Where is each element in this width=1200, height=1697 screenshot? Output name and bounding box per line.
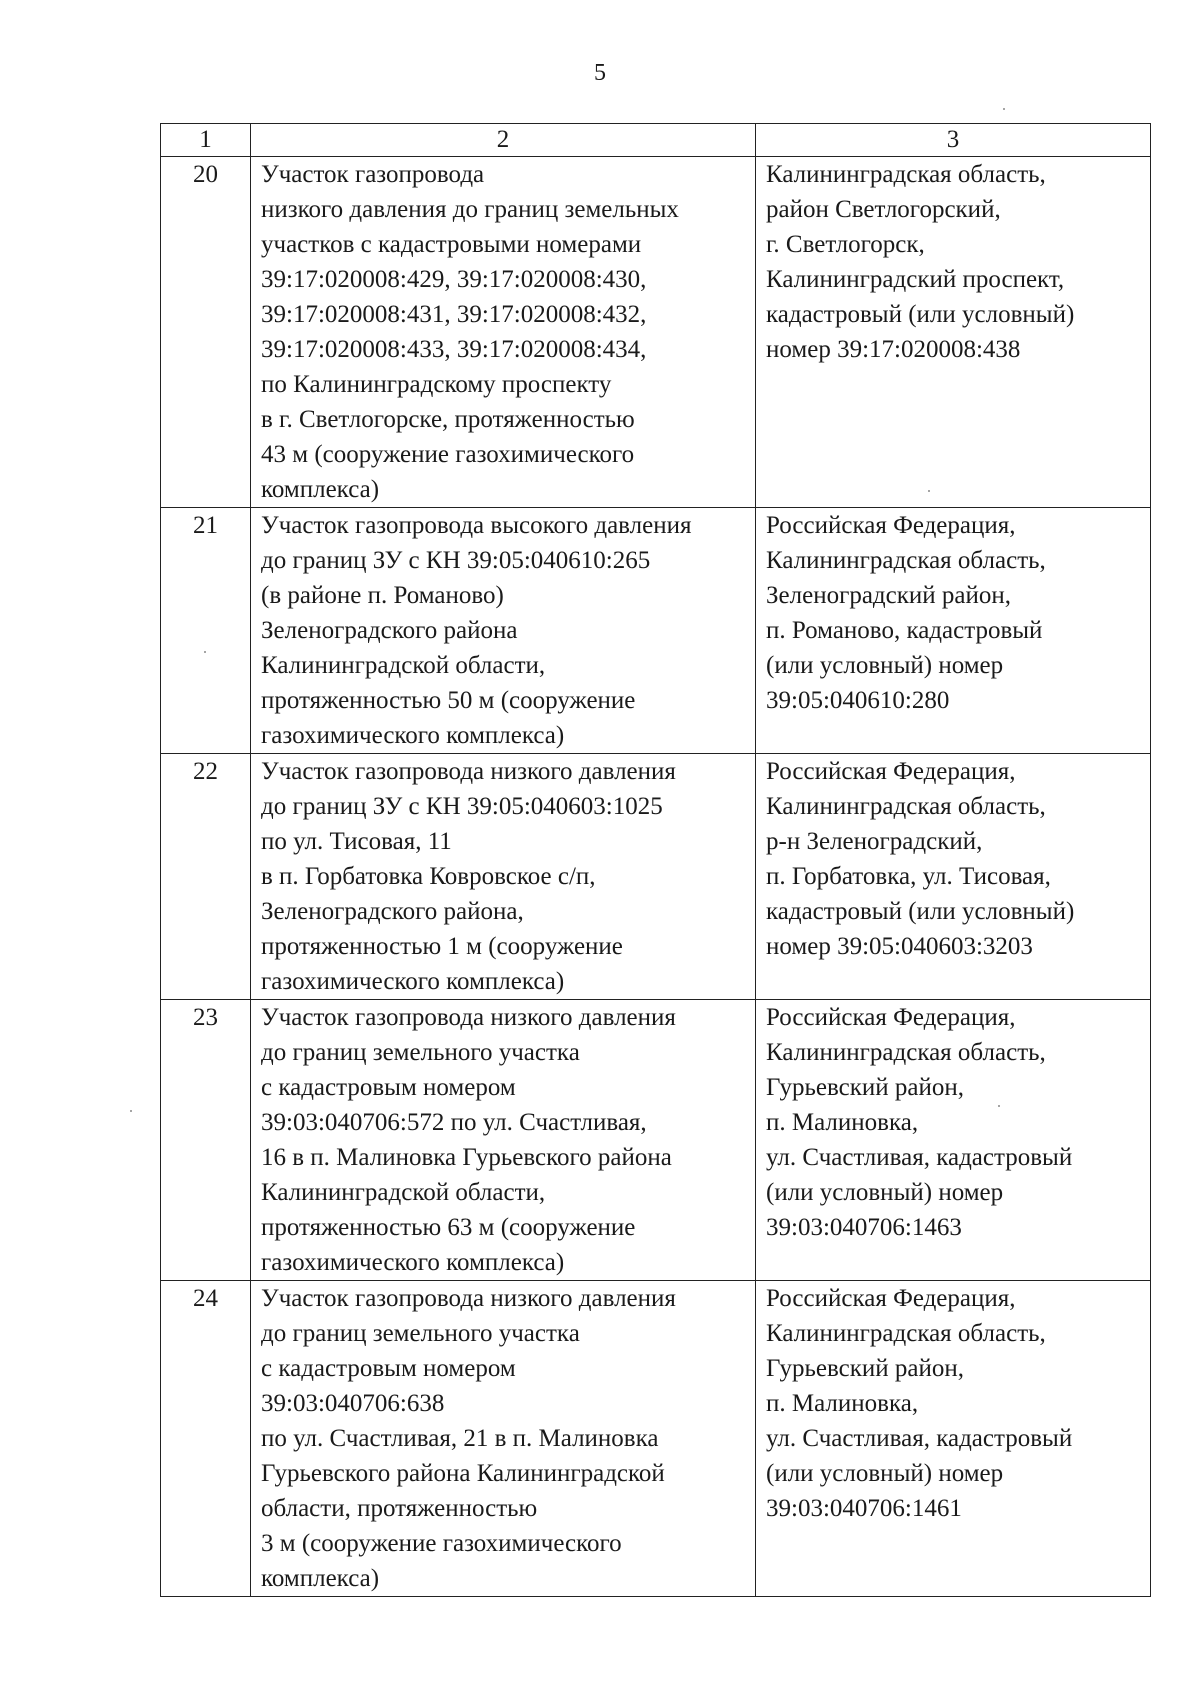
address-line: Российская Федерация, bbox=[766, 1004, 1016, 1031]
address-line: (или условный) номер bbox=[766, 1179, 1004, 1206]
address-line: ул. Счастливая, кадастровый bbox=[766, 1144, 1073, 1171]
description-line: газохимического комплекса) bbox=[261, 968, 565, 995]
description-line: Участок газопровода высокого давления bbox=[261, 512, 692, 539]
description-line: 39:03:040706:638 bbox=[261, 1390, 445, 1417]
description-line: протяженностью 1 м (сооружение bbox=[261, 933, 623, 960]
address-line: (или условный) номер bbox=[766, 652, 1004, 679]
description-line: участков с кадастровыми номерами bbox=[261, 231, 642, 258]
address-line: п. Горбатовка, ул. Тисовая, bbox=[766, 863, 1051, 890]
description-line: Гурьевского района Калининградской bbox=[261, 1460, 665, 1487]
table-body bbox=[161, 157, 1151, 1597]
description-line: по Калининградскому проспекту bbox=[261, 371, 612, 398]
description-line: (в районе п. Романово) bbox=[261, 582, 504, 609]
description-line: с кадастровым номером bbox=[261, 1355, 516, 1382]
description-line: газохимического комплекса) bbox=[261, 722, 565, 749]
description-line: 39:17:020008:431, 39:17:020008:432, bbox=[261, 301, 647, 328]
object-description-cell bbox=[251, 1000, 756, 1281]
address-line: Зеленоградский район, bbox=[766, 582, 1011, 609]
description-line: в г. Светлогорске, протяженностью bbox=[261, 406, 635, 433]
description-line: Участок газопровода низкого давления bbox=[261, 1285, 676, 1312]
address-line: п. Малиновка, bbox=[766, 1390, 919, 1417]
row-number: 22 bbox=[161, 754, 251, 1000]
address-line: п. Малиновка, bbox=[766, 1109, 919, 1136]
description-line: области, протяженностью bbox=[261, 1495, 538, 1522]
address-line: (или условный) номер bbox=[766, 1460, 1004, 1487]
address-line: 39:03:040706:1463 bbox=[766, 1214, 962, 1241]
description-line: Зеленоградского района bbox=[261, 617, 518, 644]
description-line: Участок газопровода bbox=[261, 161, 485, 188]
scan-speck bbox=[998, 1105, 1000, 1107]
address-line: номер 39:17:020008:438 bbox=[766, 336, 1021, 363]
description-line: 3 м (сооружение газохимического bbox=[261, 1530, 622, 1557]
description-line: комплекса) bbox=[261, 476, 380, 503]
address-line: Калининградская область, bbox=[766, 1320, 1046, 1347]
address-line: кадастровый (или условный) bbox=[766, 301, 1075, 328]
scan-speck bbox=[204, 651, 206, 653]
object-description-cell bbox=[251, 508, 756, 754]
object-description-cell bbox=[251, 157, 756, 508]
address-line: кадастровый (или условный) bbox=[766, 898, 1075, 925]
address-line: номер 39:05:040603:3203 bbox=[766, 933, 1033, 960]
table-row bbox=[161, 1281, 1151, 1597]
description-line: Участок газопровода низкого давления bbox=[261, 758, 676, 785]
address-cell bbox=[756, 508, 1151, 754]
scan-speck bbox=[1003, 108, 1005, 110]
address-line: Калининградский проспект, bbox=[766, 266, 1065, 293]
description-line: по ул. Тисовая, 11 bbox=[261, 828, 452, 855]
header-col-2: 2 bbox=[251, 124, 756, 157]
header-col-3: 3 bbox=[756, 124, 1151, 157]
address-line: Российская Федерация, bbox=[766, 512, 1016, 539]
address-line: Гурьевский район, bbox=[766, 1074, 965, 1101]
row-number: 21 bbox=[161, 508, 251, 754]
address-line: Калининградская область, bbox=[766, 547, 1046, 574]
description-line: с кадастровым номером bbox=[261, 1074, 516, 1101]
address-line: Калининградская область, bbox=[766, 161, 1046, 188]
address-line: Калининградская область, bbox=[766, 793, 1046, 820]
description-line: 39:03:040706:572 по ул. Счастливая, bbox=[261, 1109, 647, 1136]
description-line: Калининградской области, bbox=[261, 1179, 546, 1206]
description-line: по ул. Счастливая, 21 в п. Малиновка bbox=[261, 1425, 659, 1452]
table-row bbox=[161, 508, 1151, 754]
description-line: Калининградской области, bbox=[261, 652, 546, 679]
description-line: комплекса) bbox=[261, 1565, 380, 1592]
address-line: р-н Зеленоградский, bbox=[766, 828, 983, 855]
address-line: ул. Счастливая, кадастровый bbox=[766, 1425, 1073, 1452]
scan-speck bbox=[130, 1110, 132, 1112]
table-row bbox=[161, 1000, 1151, 1281]
description-line: газохимического комплекса) bbox=[261, 1249, 565, 1276]
address-line: Российская Федерация, bbox=[766, 758, 1016, 785]
address-line: Гурьевский район, bbox=[766, 1355, 965, 1382]
description-line: протяженностью 50 м (сооружение bbox=[261, 687, 636, 714]
description-line: до границ ЗУ с КН 39:05:040610:265 bbox=[261, 547, 651, 574]
address-cell bbox=[756, 157, 1151, 508]
description-line: 43 м (сооружение газохимического bbox=[261, 441, 635, 468]
description-line: до границ земельного участка bbox=[261, 1320, 580, 1347]
description-line: в п. Горбатовка Ковровское с/п, bbox=[261, 863, 596, 890]
header-row bbox=[161, 124, 1151, 157]
description-line: 39:17:020008:429, 39:17:020008:430, bbox=[261, 266, 647, 293]
address-line: г. Светлогорск, bbox=[766, 231, 925, 258]
address-line: Калининградская область, bbox=[766, 1039, 1046, 1066]
description-line: 39:17:020008:433, 39:17:020008:434, bbox=[261, 336, 647, 363]
address-line: 39:03:040706:1461 bbox=[766, 1495, 962, 1522]
description-line: Зеленоградского района, bbox=[261, 898, 524, 925]
address-line: 39:05:040610:280 bbox=[766, 687, 950, 714]
address-cell bbox=[756, 754, 1151, 1000]
address-line: п. Романово, кадастровый bbox=[766, 617, 1043, 644]
address-cell bbox=[756, 1281, 1151, 1597]
object-description-cell bbox=[251, 754, 756, 1000]
address-cell bbox=[756, 1000, 1151, 1281]
header-col-1: 1 bbox=[161, 124, 251, 157]
table-row bbox=[161, 157, 1151, 508]
description-line: Участок газопровода низкого давления bbox=[261, 1004, 676, 1031]
address-line: Российская Федерация, bbox=[766, 1285, 1016, 1312]
table-row bbox=[161, 754, 1151, 1000]
row-number: 23 bbox=[161, 1000, 251, 1281]
page-number: 5 bbox=[594, 60, 606, 86]
row-number: 20 bbox=[161, 157, 251, 508]
address-line: район Светлогорский, bbox=[766, 196, 1001, 223]
row-number: 24 bbox=[161, 1281, 251, 1597]
description-line: низкого давления до границ земельных bbox=[261, 196, 679, 223]
scan-speck bbox=[928, 490, 930, 492]
table-header bbox=[161, 124, 1151, 157]
description-line: до границ земельного участка bbox=[261, 1039, 580, 1066]
description-line: 16 в п. Малиновка Гурьевского района bbox=[261, 1144, 672, 1171]
description-line: протяженностью 63 м (сооружение bbox=[261, 1214, 636, 1241]
property-table bbox=[160, 123, 1151, 1597]
description-line: до границ ЗУ с КН 39:05:040603:1025 bbox=[261, 793, 663, 820]
object-description-cell bbox=[251, 1281, 756, 1597]
